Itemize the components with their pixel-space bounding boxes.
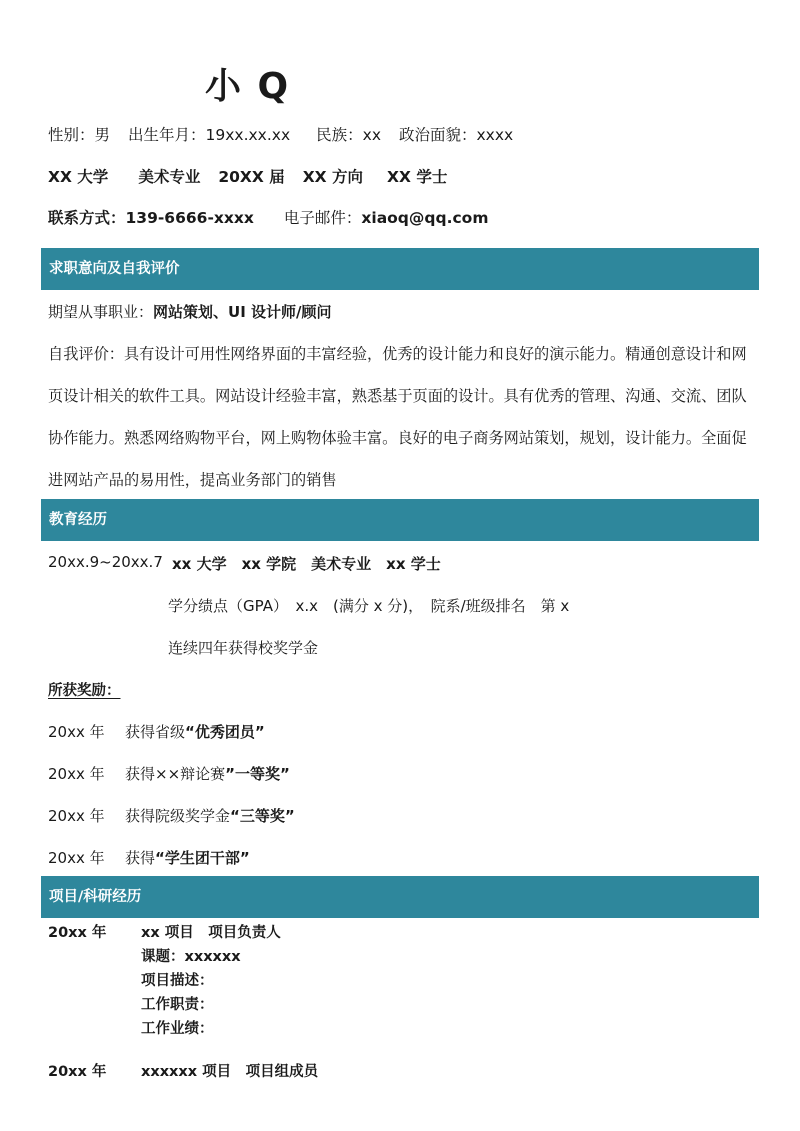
project-year: 20xx 年 bbox=[48, 925, 107, 941]
email-label: 电子邮件： bbox=[283, 209, 362, 227]
major: 美术专业 bbox=[138, 168, 201, 186]
expected-job-label: 期望从事职业： bbox=[48, 303, 154, 321]
award-year: 20xx 年 bbox=[48, 849, 105, 867]
award-highlight: “三等奖” bbox=[230, 807, 295, 825]
award-highlight: “优秀团员” bbox=[185, 723, 265, 741]
project-result: 工作业绩： bbox=[141, 1021, 214, 1037]
candidate-name: 小 Q bbox=[205, 66, 291, 107]
award-item bbox=[48, 847, 250, 868]
award-highlight: “学生团干部” bbox=[155, 849, 250, 867]
award-item bbox=[48, 721, 265, 742]
section-header-intent: 求职意向及自我评价 bbox=[41, 248, 759, 290]
political-status: 政治面貌：xxxx bbox=[399, 126, 514, 144]
university: XX 大学 bbox=[48, 168, 109, 186]
project-year: 20xx 年 bbox=[48, 1064, 107, 1080]
project-duty: 工作职责： bbox=[141, 997, 214, 1013]
award-prefix: 获得省级 bbox=[125, 723, 186, 741]
awards-title: 所获奖励： bbox=[48, 683, 121, 699]
expected-job-row bbox=[48, 301, 331, 322]
education-school: xx 大学 xx 学院 美术专业 xx 学士 bbox=[172, 555, 441, 573]
expected-job-value: 网站策划、UI 设计师/顾问 bbox=[153, 303, 332, 321]
project-title: xxxxxx 项目 项目组成员 bbox=[141, 1064, 319, 1080]
award-year: 20xx 年 bbox=[48, 723, 105, 741]
contact-row bbox=[48, 206, 488, 228]
email-address: xiaoq@qq.com bbox=[361, 209, 489, 227]
education-period: 20xx.9~20xx.7 bbox=[48, 553, 163, 571]
project-title: xx 项目 项目负责人 bbox=[141, 925, 281, 941]
award-item bbox=[48, 805, 295, 826]
basic-info-row bbox=[48, 123, 513, 145]
phone-number: 139-6666-xxxx bbox=[125, 209, 254, 227]
award-year: 20xx 年 bbox=[48, 807, 105, 825]
award-year: 20xx 年 bbox=[48, 765, 105, 783]
award-prefix: 获得 bbox=[125, 849, 156, 867]
award-highlight: ”一等奖” bbox=[225, 765, 290, 783]
self-evaluation: 自我评价：具有设计可用性网络界面的丰富经验，优秀的设计能力和良好的演示能力。精通创意设计和网页设计相关的软件工具。网站设计经验丰富，熟悉基于页面的设计。具有优秀的管理、沟通、交流、团队协作能力。熟悉网络购物平台，网上购物体验丰富。良好的电子商务网站策划，规划，设计能力。全面促进网站产品的易用性，提高业务部门的销售 bbox=[48, 345, 747, 489]
ethnicity: 民族：xx bbox=[316, 126, 381, 144]
section-header-projects: 项目/科研经历 bbox=[41, 876, 759, 918]
project-description: 项目描述： bbox=[141, 973, 214, 989]
degree: XX 学士 bbox=[387, 168, 448, 186]
birth-date: 出生年月：19xx.xx.xx bbox=[128, 126, 291, 144]
education-gpa: 学分绩点（GPA） x.x (满分 x 分)， 院系/班级排名 第 x bbox=[168, 597, 570, 615]
award-item bbox=[48, 763, 290, 784]
award-prefix: 获得院级奖学金 bbox=[125, 807, 231, 825]
section-header-education: 教育经历 bbox=[41, 499, 759, 541]
direction: XX 方向 bbox=[302, 168, 364, 186]
gender: 性别：男 bbox=[48, 126, 111, 144]
award-prefix: 获得××辩论赛 bbox=[125, 765, 226, 783]
graduation-year: 20XX 届 bbox=[218, 168, 285, 186]
school-info-row bbox=[48, 165, 447, 187]
phone-label: 联系方式： bbox=[48, 209, 126, 227]
project-topic: 课题：xxxxxx bbox=[141, 949, 241, 965]
education-scholarship: 连续四年获得校奖学金 bbox=[168, 639, 319, 657]
